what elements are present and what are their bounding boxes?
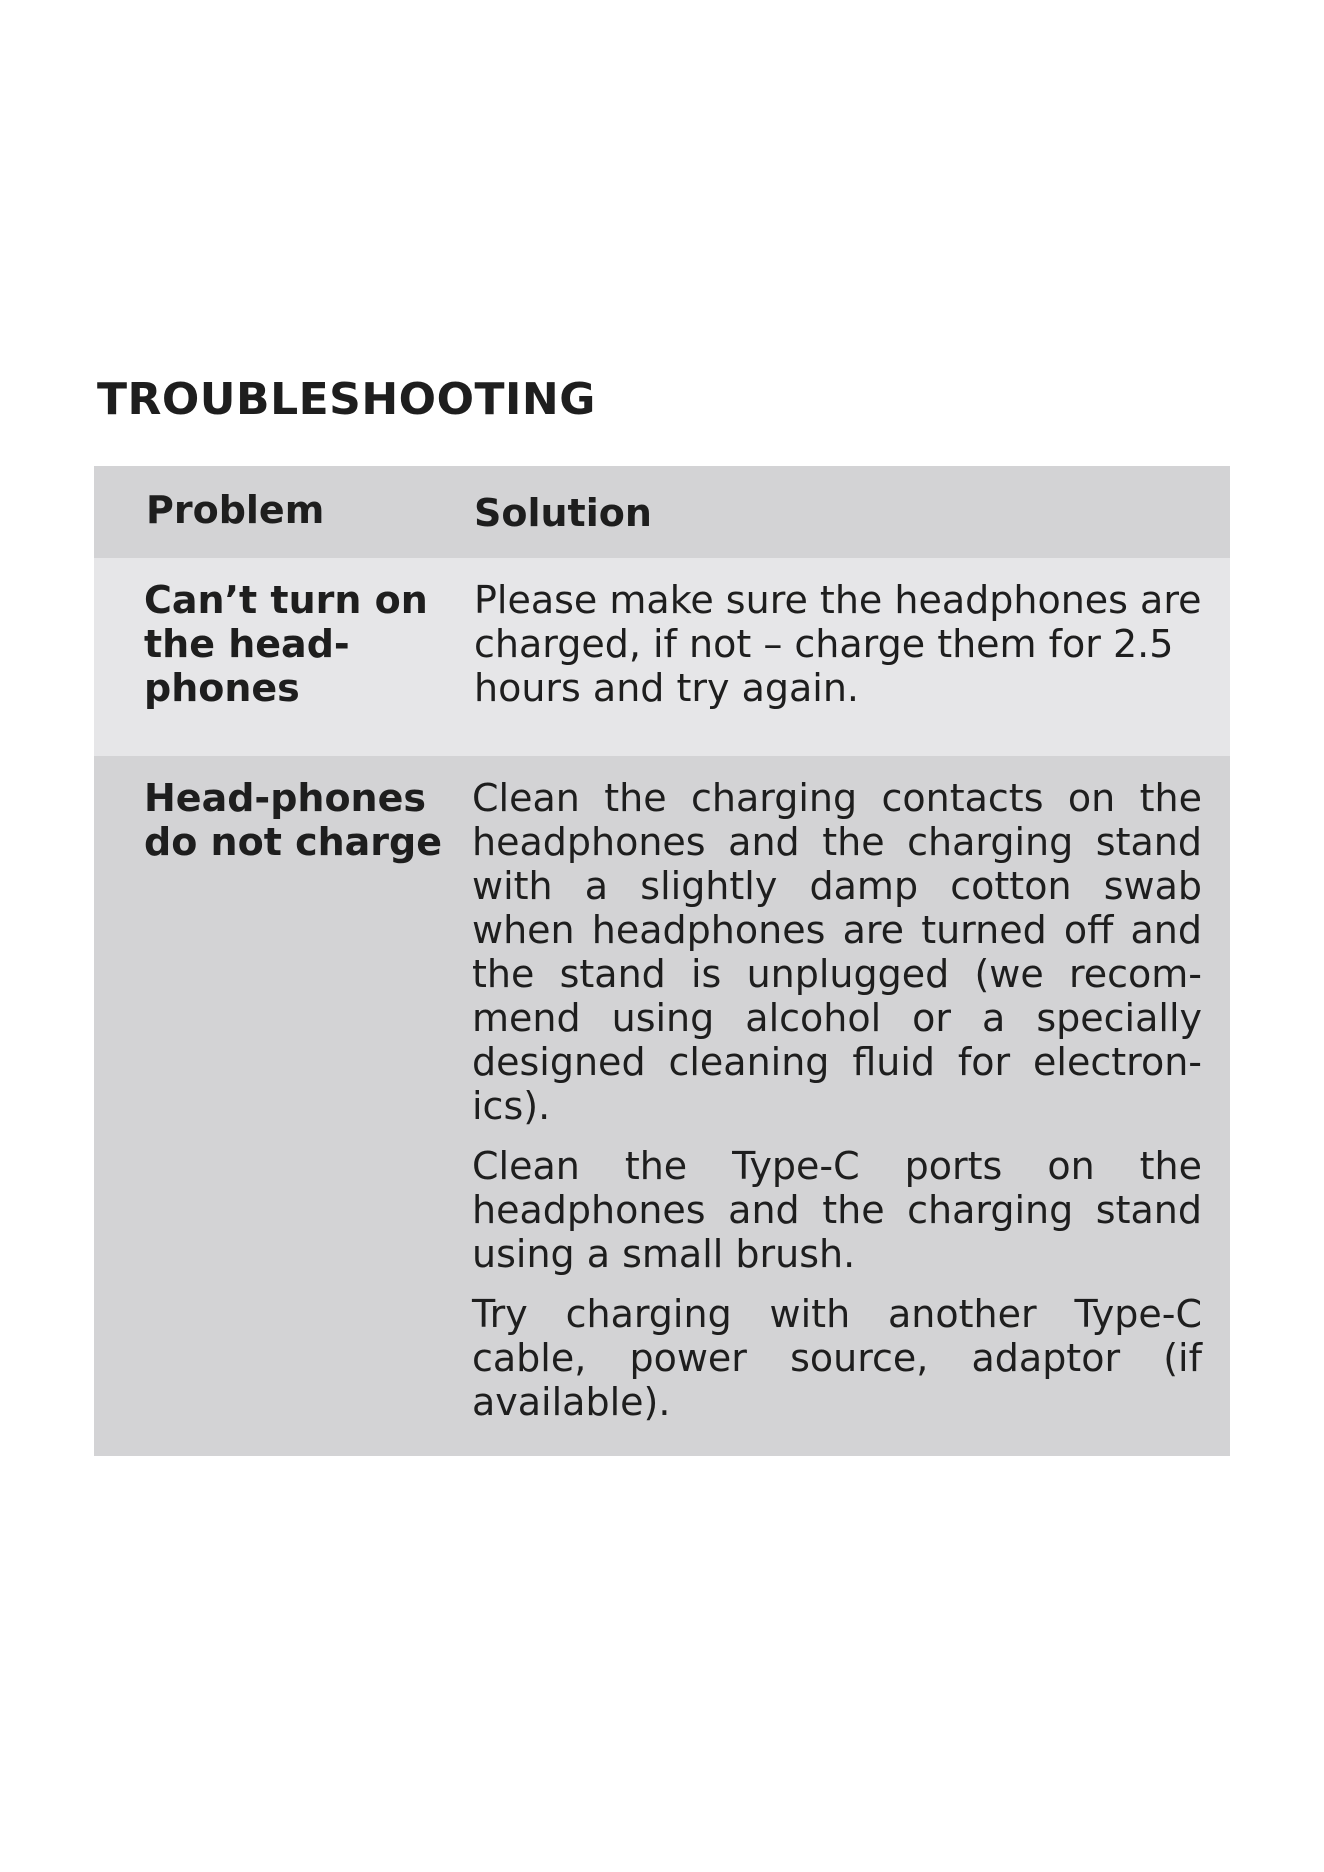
table-row	[94, 756, 1230, 1456]
page-title: TROUBLESHOOTING	[97, 374, 596, 425]
header-problem: Problem	[146, 488, 325, 532]
solution-paragraph: Clean the Type-C ports on the headphones and the charging stand using a small brush.	[472, 1144, 1202, 1276]
troubleshooting-table	[94, 466, 1230, 1456]
solution-paragraph: Please make sure the headphones are charged, if not – charge them for 2.5 hours and try again.	[474, 578, 1202, 710]
table-header-row	[94, 466, 1230, 558]
problem-cell: Can’t turn on the head-phones	[144, 578, 428, 710]
table-row	[94, 558, 1230, 756]
solution-paragraph: Clean the charging contacts on the headphones and the charging stand with a slightly damp cotton swab when headphones are turned off and the stand is unplugged (we recom-mend using alcohol or a specially designed cleaning fluid for electron-ics).	[472, 776, 1202, 1128]
solution-cell	[474, 578, 1214, 726]
header-solution: Solution	[474, 491, 652, 535]
problem-cell: Head-phones do not charge	[144, 776, 443, 864]
solution-paragraph: Try charging with another Type-C cable, power source, adaptor (if available).	[472, 1292, 1202, 1424]
solution-cell	[472, 776, 1202, 1440]
